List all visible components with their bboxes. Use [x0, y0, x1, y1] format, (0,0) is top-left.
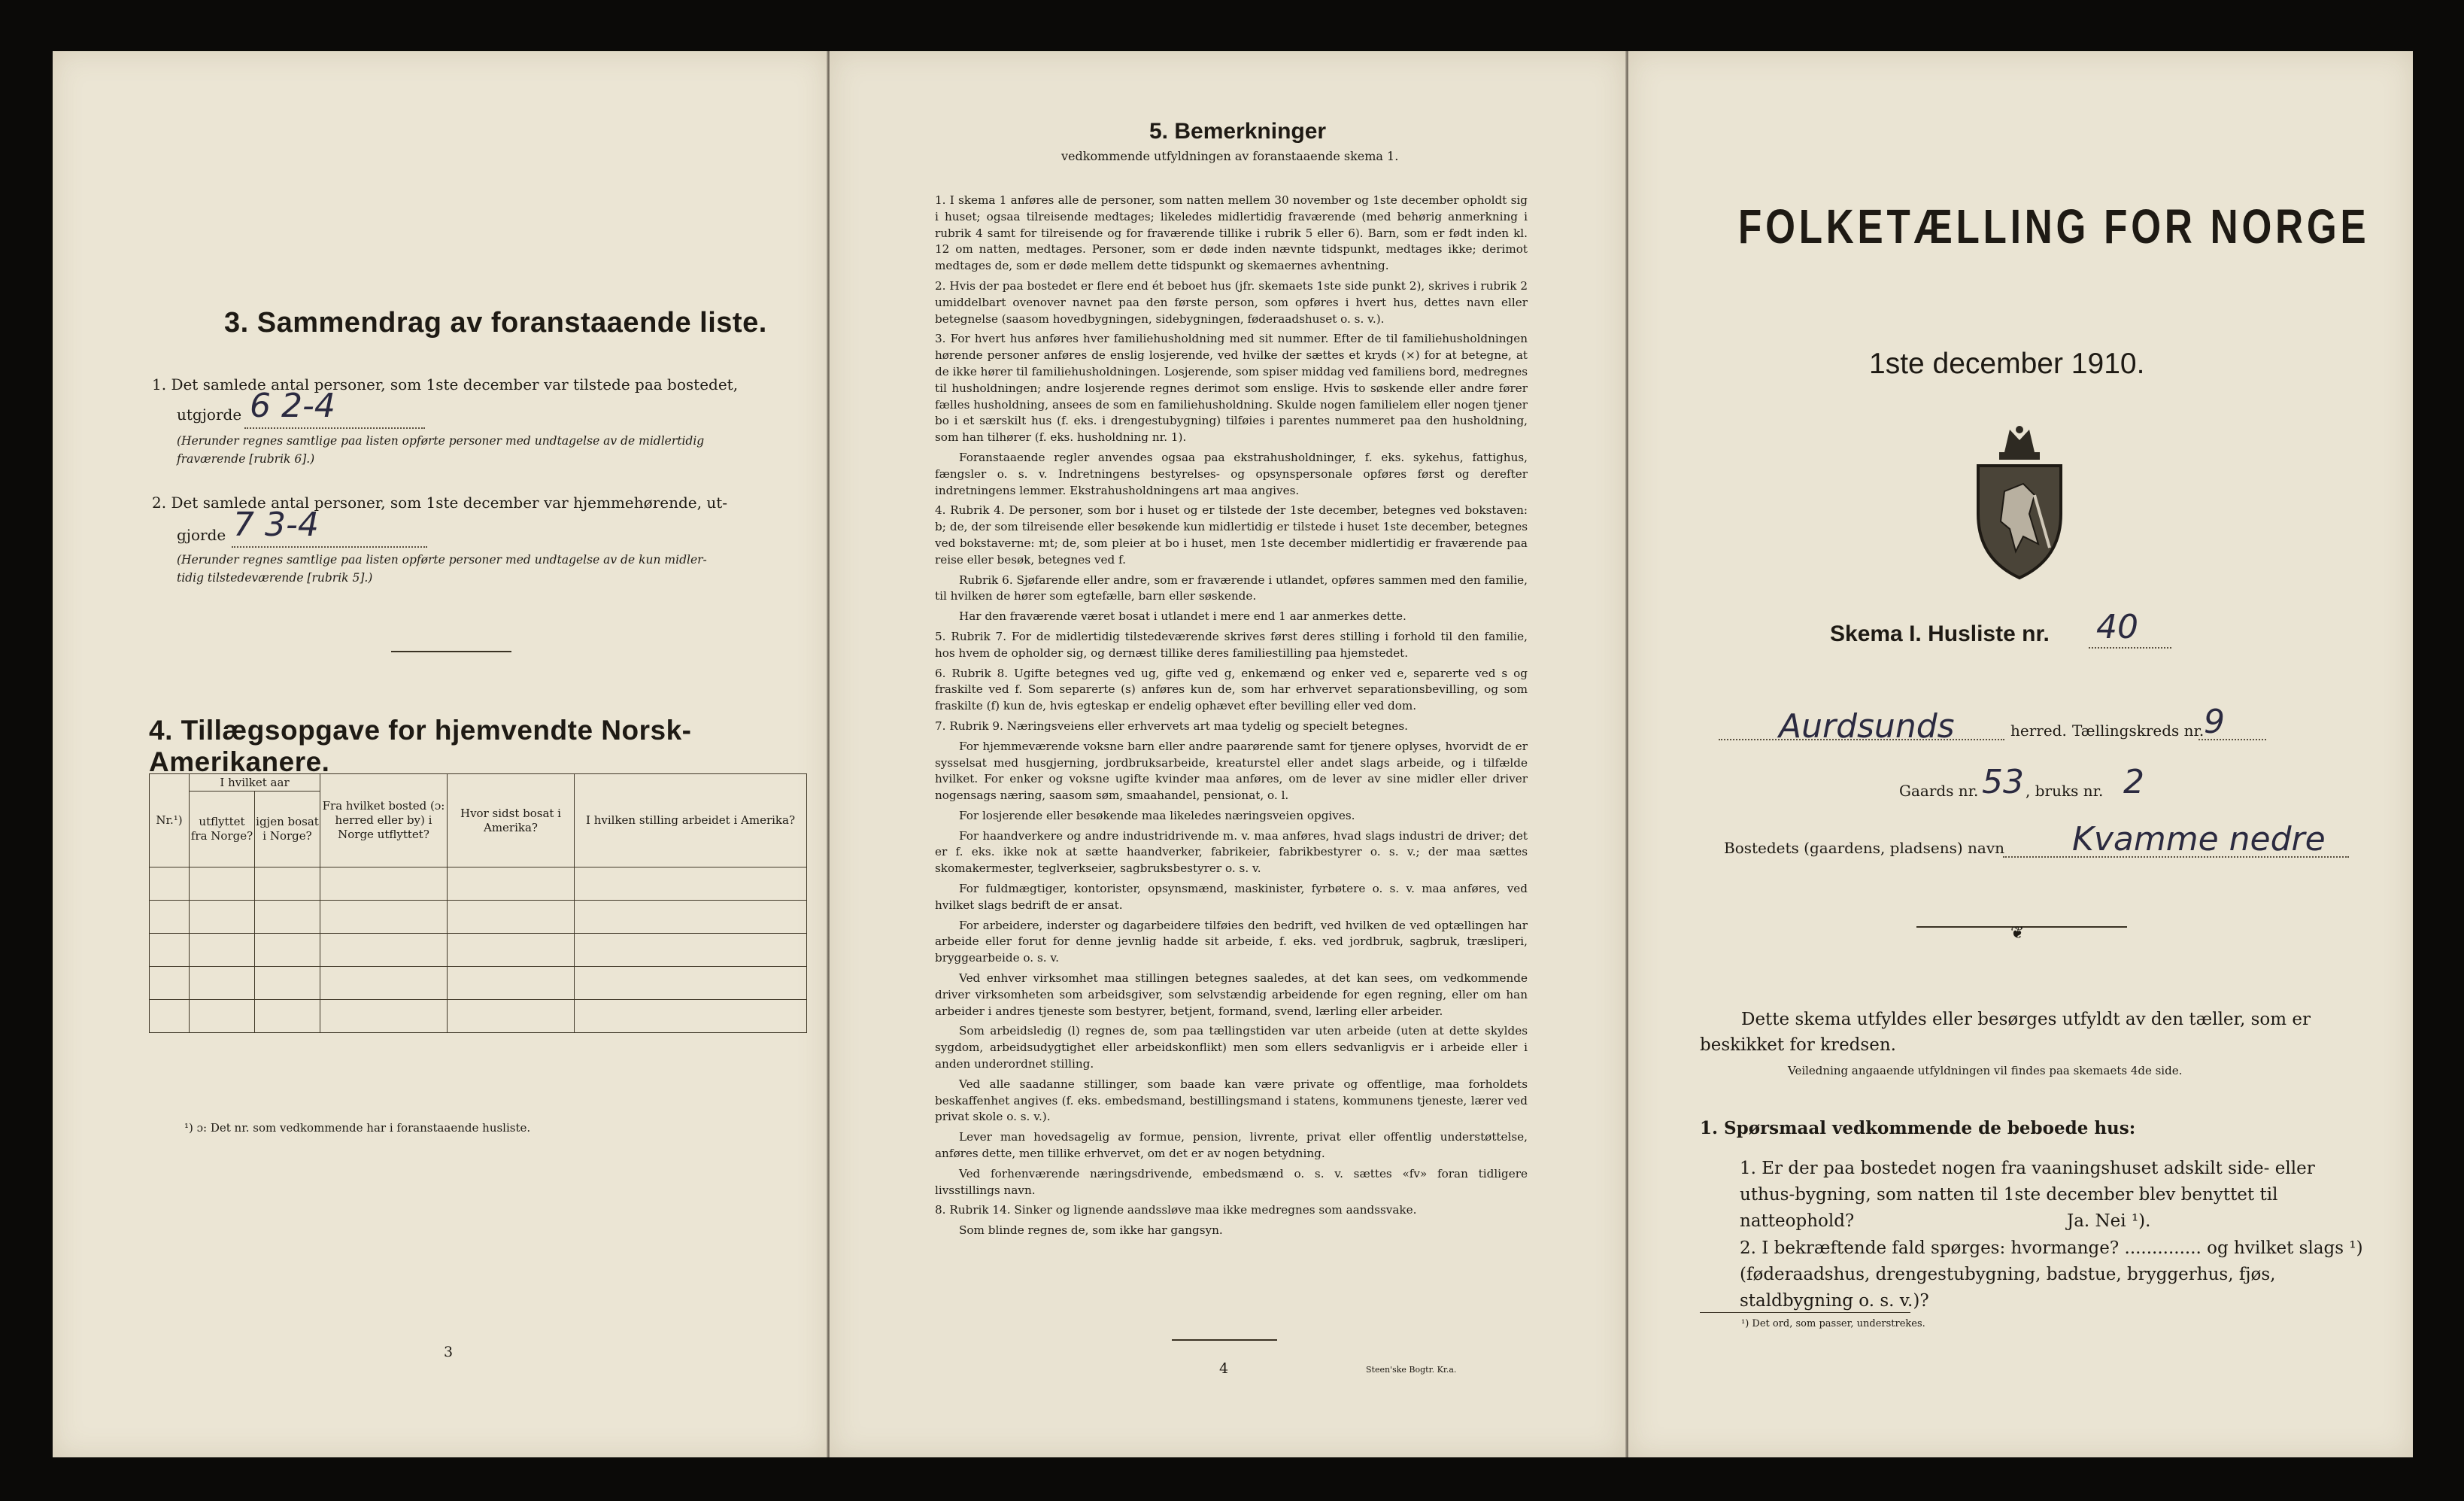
- th-group: I hvilket aar: [190, 774, 320, 792]
- remark-item: 8. Rubrik 14. Sinker og lignende aandssløve maa ikke medregnes som aandssvake.: [935, 1203, 1417, 1217]
- footnote: ¹) Det ord, som passer, understrekes.: [1741, 1318, 1925, 1329]
- remark-item: 5. Rubrik 7. For de midlertidig tilstedeværende skrives først deres stilling i forhold til den familie, hos hvem de opholder sig, og dernæst tillike deres familiestilling paa hjemstedet.: [935, 629, 1528, 660]
- ornament-icon: ❦: [2010, 924, 2025, 943]
- item2-note-a: (Herunder regnes samtlige paa listen opførte personer med undtagelse av de kun midler-: [177, 553, 707, 567]
- th-fra-hvilket: Fra hvilket bosted (ɔ: herred eller by) i Norge utflyttet?: [320, 774, 448, 867]
- page-number: 3: [444, 1344, 454, 1360]
- kreds-label: Tællingskreds nr.: [2072, 722, 2205, 740]
- intro-line2: beskikket for kredsen.: [1700, 1035, 1896, 1055]
- table-row: [150, 934, 807, 967]
- remark-item: 7. Rubrik 9. Næringsveiens eller erhvervets art maa tydelig og specielt betegnes.: [935, 719, 1408, 733]
- section4-title: 4. Tillægsopgave for hjemvendte Norsk-Amerikanere.: [149, 715, 692, 777]
- kreds-value: 9: [2204, 703, 2225, 741]
- remarks-list: [935, 193, 1528, 1243]
- item2-handwritten-value: 7 3-4: [233, 506, 319, 544]
- th-utflyttet: utflyttet fra Norge?: [190, 792, 255, 867]
- item2-value-line: [232, 546, 427, 548]
- remark-item: For losjerende eller besøkende maa likeledes næringsveien opgives.: [959, 808, 1355, 822]
- husliste-line: [2089, 647, 2171, 649]
- item1-handwritten-value: 6 2-4: [250, 387, 335, 425]
- printer-mark: Steen'ske Bogtr. Kr.a.: [1366, 1365, 1457, 1375]
- bruks-label: , bruks nr.: [2026, 782, 2104, 800]
- remark-item: 2. Hvis der paa bostedet er flere end ét beboet hus (jfr. skemaets 1ste side punkt 2), skrives i rubrik 2 umiddelbart ovenover navnet paa den første person, som opføres i hvert hus, dettes navn eller betegnelse (saasom hovedbygningen, sidebygningen, føderaadshuset o. s. v.).: [935, 278, 1528, 326]
- remark-item: Som blinde regnes de, som ikke har gangsyn.: [959, 1223, 1223, 1238]
- remarks-subtitle: vedkommende utfyldningen av foranstaaende skema 1.: [1061, 149, 1399, 163]
- remark-item: For hjemmeværende voksne barn eller andre paarørende samt for tjenere oplyses, hvorvidt de er sysselsat med husgjerning, jordbruksarbeide, kreaturstel eller andet slags arbeide, og i tilfælde hvilket. For enker og voksne ugifte kvinder maa anføres, om de lever av sine midler eller driver nogensags næring, saasom søm, smaahandel, pensionat, o. l.: [935, 739, 1528, 803]
- item1-note-a: (Herunder regnes samtlige paa listen opførte personer med undtagelse av de midlertidig: [177, 434, 705, 448]
- remark-item: Ved alle saadanne stillinger, som baade kan være private og offentlige, maa forholdets beskaffenhet angives (f. eks. embedsmand, bestillingsmand i statens, kommunens tjeneste, lærer ved privat skole o. s. v.).: [935, 1077, 1528, 1124]
- census-date: 1ste december 1910.: [1869, 348, 2145, 380]
- question-2: 2. I bekræftende fald spørges: hvormange? .............. og hvilket slags ¹) (føderaadshus, drengestubygning, badstue, bryggerhus, fjøs, staldbygning o. s. v.)?: [1740, 1238, 2363, 1311]
- divider: [1700, 1312, 1910, 1313]
- page-left: [53, 51, 827, 1457]
- table-row: [150, 867, 807, 901]
- question-1-answer: Ja. Nei ¹).: [2067, 1211, 2151, 1231]
- norsk-amerikanere-table: [149, 773, 807, 1033]
- bruks-value: 2: [2123, 763, 2144, 801]
- th-stilling: I hvilken stilling arbeidet i Amerika?: [575, 774, 807, 867]
- table-row: [150, 967, 807, 1000]
- remark-item: Ved forhenværende næringsdrivende, embedsmænd o. s. v. sættes «fv» foran tidligere livsstillings navn.: [935, 1166, 1528, 1197]
- remark-item: Foranstaaende regler anvendes ogsaa paa ekstrahusholdninger, f. eks. sykehus, fattighus, fængsler o. s. v. Indretningens bestyrelses- og opsynspersonale opføres først og derefter indretningens lemmer. Ekstrahusholdningens art maa angives.: [935, 450, 1528, 497]
- gaards-label: Gaards nr.: [1899, 782, 1979, 800]
- item1-text: 1. Det samlede antal personer, som 1ste december var tilstede paa bostedet,: [152, 375, 739, 393]
- item1-utgjorde-label: utgjorde: [177, 406, 242, 424]
- herred-label: herred.: [2010, 722, 2067, 740]
- question-heading: 1. Spørsmaal vedkommende de beboede hus:: [1700, 1118, 2136, 1138]
- coat-of-arms-icon: [1963, 424, 2076, 582]
- bosted-value: Kvamme nedre: [2072, 820, 2326, 858]
- remark-item: 3. For hvert hus anføres hver familiehusholdning med sit nummer. Efter de til familiehusholdningen hørende personer anføres de enslig losjerende, ved hvilke der sættes et kryds (×) for at betegne, at de ikke hører til familiehusholdningen. Losjerende, som spiser middag ved familiens bord, medregnes til husholdningen; andre losjerende regnes derimot som enslige. Hvis to søskende eller andre fører fælles husholdning, ansees de som en familiehusholdning. Skulde nogen familielem eller nogen tjener bo i et særskilt hus (f. eks. i drengestubygning) tilføies i parentes nummeret paa den husholdning, som han tilhører (f. eks. husholdning nr. 1).: [935, 332, 1528, 445]
- remark-item: For fuldmægtiger, kontorister, opsynsmænd, maskinister, fyrbøtere o. s. v. maa anføres, ved hvilket slags bedrift de er ansat.: [935, 882, 1528, 912]
- kreds-line: [2198, 739, 2266, 740]
- item1-note-b: fraværende [rubrik 6].): [177, 452, 315, 466]
- main-title: FOLKETÆLLING FOR NORGE: [1738, 199, 2370, 254]
- remark-item: Ved enhver virksomhet maa stillingen betegnes saaledes, at det kan sees, om vedkommende driver virksomheten som arbeidsgiver, som selvstændig arbeidende for egen regning, eller om han arbeider i andres tjeneste som bestyrer, betjent, formand, svend, lærling eller arbeider.: [935, 971, 1528, 1018]
- page-middle: [830, 51, 1625, 1457]
- page-right: [1628, 51, 2413, 1457]
- intro-small: Veiledning angaaende utfyldningen vil findes paa skemaets 4de side.: [1788, 1064, 2183, 1077]
- remarks-title: 5. Bemerkninger: [1149, 119, 1327, 144]
- remark-item: Som arbeidsledig (l) regnes de, som paa tællingstiden var uten arbeide (uten at dette skyldes sygdom, arbeidsudygtighet eller arbeidskonflikt) men som ellers sedvanligvis er i arbeide eller i anden underordnet stilling.: [935, 1024, 1528, 1071]
- divider: [1172, 1339, 1277, 1341]
- husliste-nr-value: 40: [2096, 608, 2138, 646]
- skema-label: Skema I. Husliste nr.: [1830, 621, 2050, 646]
- divider: [391, 651, 511, 652]
- th-nr: Nr.¹): [150, 774, 190, 867]
- section3-title: 3. Sammendrag av foranstaaende liste.: [224, 307, 767, 339]
- bosted-label: Bostedets (gaardens, pladsens) navn: [1724, 839, 2004, 857]
- item2-note-b: tidig tilstedeværende [rubrik 5].): [177, 571, 373, 585]
- remark-item: Rubrik 6. Sjøfarende eller andre, som er fraværende i utlandet, opføres sammen med den familie, til hvilken de hører som egtefælle, barn eller søskende.: [935, 573, 1528, 603]
- table-row: [150, 901, 807, 934]
- th-igjen: igjen bosat i Norge?: [255, 792, 320, 867]
- th-hvor-sidst: Hvor sidst bosat i Amerika?: [448, 774, 575, 867]
- intro-line1: Dette skema utfyldes eller besørges utfyldt av den tæller, som er: [1741, 1010, 2311, 1029]
- bosted-line: [2003, 856, 2349, 858]
- remark-item: For haandverkere og andre industridrivende m. v. maa anføres, hvad slags industri de driver; det er f. eks. ikke nok at sætte haandverker, fabrikeier, fabrikbestyrer o. s. v.; der maa sættes skomakermester, teglverkseier, sagbruksbestyrer o. s. v.: [935, 828, 1528, 876]
- gaards-value: 53: [1982, 763, 2024, 801]
- remark-item: For arbeidere, inderster og dagarbeidere tilføies den bedrift, ved hvilken de ved optællingen har arbeide eller forut for denne jevnlig hadde sit arbeide, f. eks. ved jordbruk, sagbruk, træsliperi, bryggearbeide o. s. v.: [935, 918, 1528, 965]
- item2-gjorde-label: gjorde: [177, 526, 226, 544]
- item2-text: 2. Det samlede antal personer, som 1ste december var hjemmehørende, ut-: [152, 494, 727, 512]
- remark-item: Lever man hovedsagelig av formue, pension, livrente, privat eller offentlig understøttelse, anføres dette, men tillike erhvervet, om det er av nogen betydning.: [935, 1130, 1528, 1161]
- item1-value-line: [244, 427, 425, 429]
- question-1: 1. Er der paa bostedet nogen fra vaaningshuset adskilt side- eller uthus-bygning, som natten til 1ste december blev benyttet til natteophold?: [1740, 1159, 2315, 1231]
- page-number: 4: [1219, 1360, 1229, 1377]
- remark-item: 4. Rubrik 4. De personer, som bor i huset og er tilstede der 1ste december, betegnes ved bokstaven: b; de, der som tilreisende eller besøkende kun midlertidig er tilstede i huset 1ste december, betegnes ved bokstaverne: mt; de, som pleier at bo i huset, men 1ste december midlertidig er fraværende paa reise eller besøk, betegnes ved f.: [935, 503, 1528, 567]
- remark-item: 1. I skema 1 anføres alle de personer, som natten mellem 30 november og 1ste december opholdt sig i huset; ogsaa tilreisende medtages; likeledes midlertidig fraværende (med behørig anmerkning i rubrik 4 samt for tilreisende og for fraværende tillike i rubrik 5 eller 6). Barn, som er født inden kl. 12 om natten, medtages. Personer, som er døde inden nævnte tidspunkt, medtages ikke; derimot medtages de, som er døde mellem dette tidspunkt og skemaernes avhentning.: [935, 193, 1528, 273]
- remark-item: 6. Rubrik 8. Ugifte betegnes ved ug, gifte ved g, enkemænd og enker ved e, separerte ved s og fraskilte ved f. Som separerte (s) anføres kun de, som har erhvervet separationsbevilling, og som fraskilte (f) kun de, hvis egteskap er endelig ophævet efter bevilling eller ved dom.: [935, 666, 1528, 713]
- table-row: [150, 1000, 807, 1033]
- remark-item: Har den fraværende været bosat i utlandet i mere end 1 aar anmerkes dette.: [959, 609, 1406, 624]
- footnote: ¹) ɔ: Det nr. som vedkommende har i foranstaaende husliste.: [184, 1121, 531, 1135]
- herred-value: Aurdsunds: [1779, 707, 1955, 746]
